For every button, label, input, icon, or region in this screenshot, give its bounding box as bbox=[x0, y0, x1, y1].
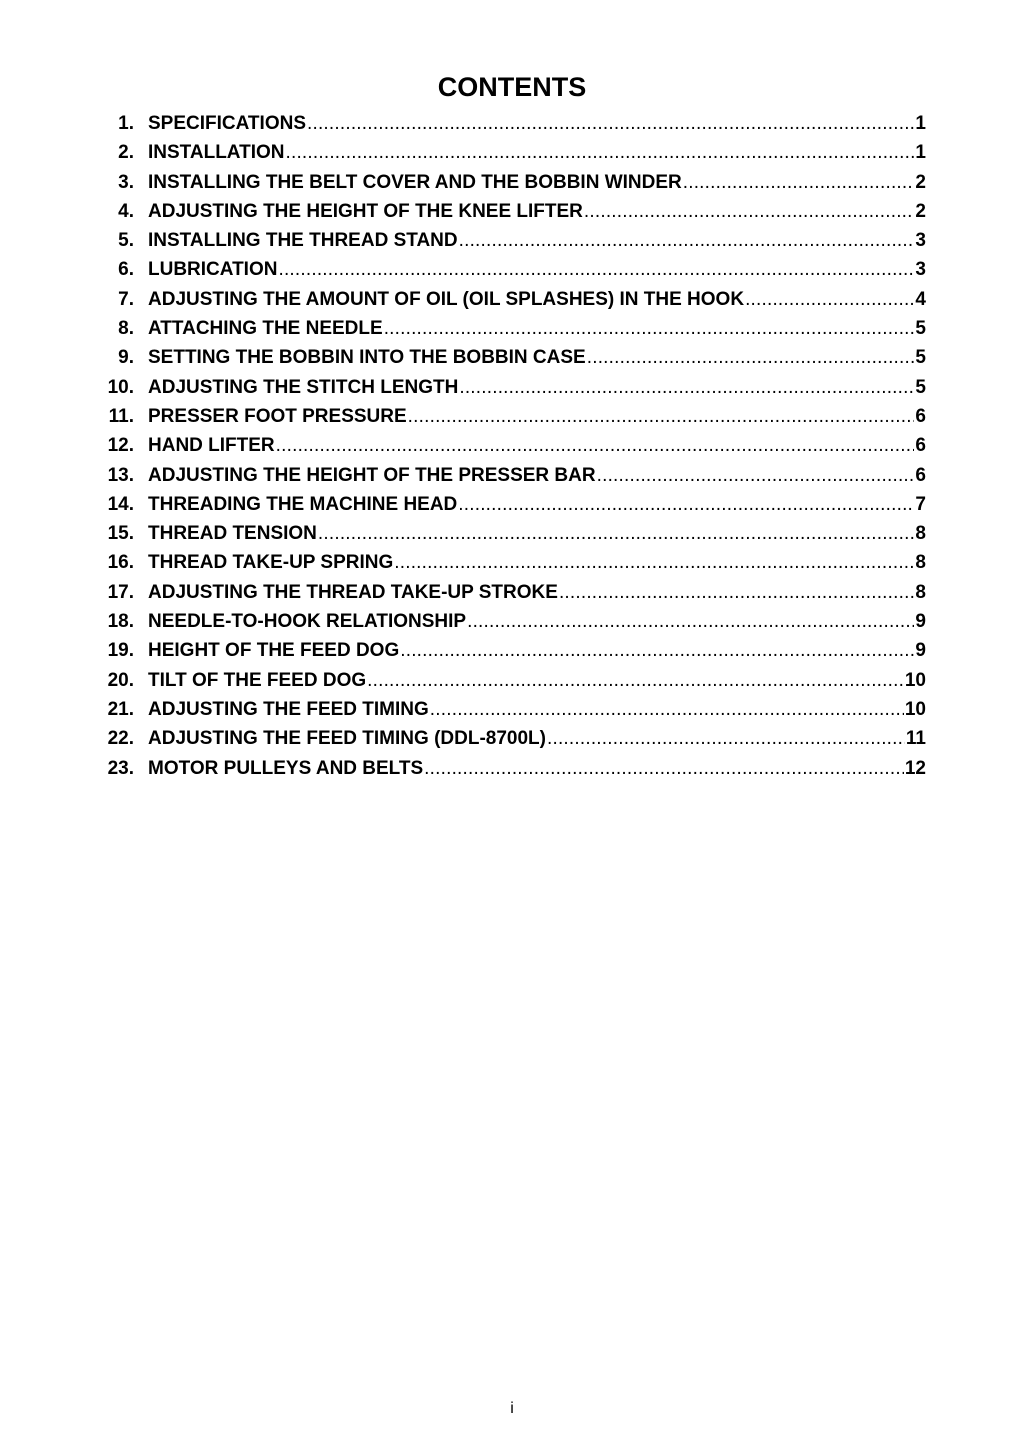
entry-number: 5. bbox=[118, 230, 134, 252]
entry-number: 11. bbox=[108, 405, 134, 427]
entry-page: 5 bbox=[915, 347, 926, 369]
entry-title: PRESSER FOOT PRESSURE bbox=[148, 405, 407, 427]
entry-title: ADJUSTING THE HEIGHT OF THE KNEE LIFTER bbox=[148, 200, 583, 222]
entry-title: INSTALLING THE THREAD STAND bbox=[148, 230, 458, 252]
entry-number: 22. bbox=[107, 728, 134, 750]
entry-number: 3. bbox=[118, 171, 134, 193]
toc-entry[interactable] bbox=[100, 347, 926, 376]
entry-title: INSTALLATION bbox=[148, 142, 285, 164]
entry-title: ADJUSTING THE AMOUNT OF OIL (OIL SPLASHES) IN THE HOOK bbox=[148, 288, 745, 310]
entry-page: 8 bbox=[915, 552, 926, 574]
dot-leader bbox=[458, 494, 914, 516]
entry-number: 16. bbox=[107, 552, 134, 574]
dot-leader bbox=[459, 377, 914, 399]
entry-title: THREAD TAKE-UP SPRING bbox=[148, 552, 394, 574]
entry-title: SETTING THE BOBBIN INTO THE BOBBIN CASE bbox=[148, 347, 586, 369]
entry-page: 6 bbox=[915, 405, 926, 427]
dot-leader bbox=[597, 465, 915, 487]
entry-number: 12. bbox=[107, 435, 134, 457]
toc-entry[interactable] bbox=[100, 377, 926, 406]
entry-page: 8 bbox=[915, 581, 926, 603]
dot-leader bbox=[276, 435, 915, 457]
toc-entry[interactable] bbox=[100, 494, 926, 523]
toc-entry[interactable] bbox=[100, 640, 926, 669]
entry-number: 20. bbox=[107, 669, 134, 691]
entry-number: 18. bbox=[107, 611, 134, 633]
entry-page: 2 bbox=[915, 200, 926, 222]
entry-page: 5 bbox=[915, 376, 926, 398]
entry-number: 23. bbox=[107, 757, 134, 779]
entry-number: 21. bbox=[107, 698, 134, 720]
entry-number: 9. bbox=[118, 347, 134, 369]
entry-title: HAND LIFTER bbox=[148, 435, 275, 457]
entry-number: 8. bbox=[118, 318, 134, 340]
toc-entry[interactable] bbox=[100, 582, 926, 611]
entry-page: 2 bbox=[915, 171, 926, 193]
entry-title: ADJUSTING THE THREAD TAKE-UP STROKE bbox=[148, 581, 558, 603]
entry-title: INSTALLING THE BELT COVER AND THE BOBBIN WINDER bbox=[148, 171, 682, 193]
dot-leader bbox=[584, 201, 915, 223]
entry-title: TILT OF THE FEED DOG bbox=[148, 669, 367, 691]
toc-entry[interactable] bbox=[100, 465, 926, 494]
toc-entry[interactable] bbox=[100, 172, 926, 201]
entry-page: 5 bbox=[915, 318, 926, 340]
entry-title: SPECIFICATIONS bbox=[148, 113, 306, 134]
entry-title: THREAD TENSION bbox=[148, 523, 317, 545]
entry-title: ADJUSTING THE FEED TIMING (DDL-8700L) bbox=[148, 728, 546, 750]
entry-page: 11 bbox=[905, 728, 926, 750]
dot-leader bbox=[278, 259, 914, 281]
entry-page: 3 bbox=[915, 259, 926, 281]
entry-title: ADJUSTING THE STITCH LENGTH bbox=[148, 376, 459, 398]
toc-entry[interactable] bbox=[100, 230, 926, 259]
dot-leader bbox=[408, 406, 915, 428]
page-title: CONTENTS bbox=[437, 72, 587, 102]
toc-entry[interactable] bbox=[100, 201, 926, 230]
page-number: i bbox=[510, 1400, 514, 1417]
dot-leader bbox=[307, 113, 914, 135]
entry-page: 10 bbox=[904, 698, 926, 720]
dot-leader bbox=[547, 728, 905, 750]
entry-title: MOTOR PULLEYS AND BELTS bbox=[148, 757, 424, 779]
entry-page: 1 bbox=[915, 113, 926, 134]
entry-number: 17. bbox=[107, 581, 134, 603]
toc-entry[interactable] bbox=[100, 728, 926, 757]
entry-page: 9 bbox=[915, 611, 926, 633]
entry-number: 4. bbox=[118, 200, 134, 222]
dot-leader bbox=[394, 552, 914, 574]
dot-leader bbox=[286, 142, 915, 164]
entry-number: 6. bbox=[118, 259, 134, 281]
entry-page: 8 bbox=[915, 523, 926, 545]
entry-title: ADJUSTING THE HEIGHT OF THE PRESSER BAR bbox=[148, 464, 596, 486]
dot-leader bbox=[318, 523, 915, 545]
entry-page: 6 bbox=[915, 464, 926, 486]
entry-number: 15. bbox=[107, 523, 134, 545]
entry-page: 9 bbox=[915, 640, 926, 662]
entry-page: 4 bbox=[915, 288, 926, 310]
entry-title: THREADING THE MACHINE HEAD bbox=[148, 493, 458, 515]
dot-leader bbox=[587, 347, 915, 369]
dot-leader bbox=[384, 318, 915, 340]
entry-number: 1. bbox=[118, 113, 134, 134]
entry-title: LUBRICATION bbox=[148, 259, 278, 281]
dot-leader bbox=[400, 640, 914, 662]
toc-entry[interactable] bbox=[100, 552, 926, 581]
entry-page: 1 bbox=[915, 142, 926, 164]
entry-title: NEEDLE-TO-HOOK RELATIONSHIP bbox=[148, 611, 467, 633]
dot-leader bbox=[367, 670, 904, 692]
entry-page: 7 bbox=[915, 493, 926, 515]
toc-entry[interactable] bbox=[100, 318, 926, 347]
toc-entry[interactable] bbox=[100, 611, 926, 640]
toc-entry[interactable] bbox=[100, 406, 926, 435]
entry-number: 2. bbox=[118, 142, 134, 164]
entry-number: 10. bbox=[107, 376, 134, 398]
dot-leader bbox=[467, 611, 914, 633]
entry-title: HEIGHT OF THE FEED DOG bbox=[148, 640, 400, 662]
dot-leader bbox=[459, 230, 915, 252]
entry-title: ATTACHING THE NEEDLE bbox=[148, 318, 383, 340]
entry-page: 12 bbox=[904, 757, 926, 779]
entry-page: 10 bbox=[904, 669, 926, 691]
toc-entry[interactable] bbox=[100, 435, 926, 464]
entry-page: 3 bbox=[915, 230, 926, 252]
table-of-contents bbox=[100, 113, 926, 787]
toc-entry[interactable] bbox=[100, 259, 926, 288]
entry-number: 14. bbox=[107, 493, 134, 515]
toc-entry[interactable] bbox=[100, 142, 926, 171]
dot-leader bbox=[430, 699, 904, 721]
toc-entry[interactable] bbox=[100, 758, 926, 787]
entry-number: 19. bbox=[107, 640, 134, 662]
entry-page: 6 bbox=[915, 435, 926, 457]
toc-entry[interactable] bbox=[100, 289, 926, 318]
toc-entry[interactable] bbox=[100, 523, 926, 552]
entry-number: 7. bbox=[118, 288, 134, 310]
dot-leader bbox=[559, 582, 914, 604]
toc-entry[interactable] bbox=[100, 113, 926, 142]
toc-entry[interactable] bbox=[100, 699, 926, 728]
entry-number: 13. bbox=[107, 464, 134, 486]
toc-entry[interactable] bbox=[100, 670, 926, 699]
dot-leader bbox=[683, 172, 915, 194]
entry-title: ADJUSTING THE FEED TIMING bbox=[148, 698, 429, 720]
dot-leader bbox=[745, 289, 914, 311]
dot-leader bbox=[424, 758, 904, 780]
